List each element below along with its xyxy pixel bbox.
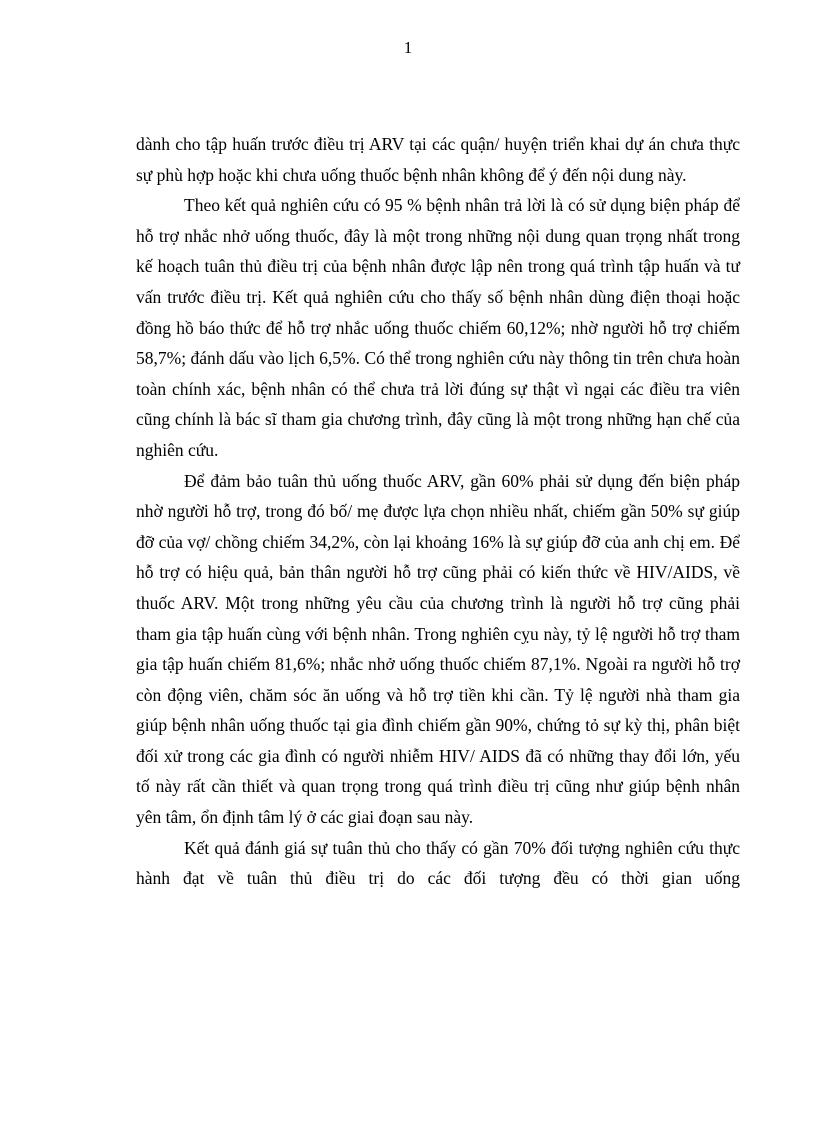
paragraph-adherence-results: Kết quả đánh giá sự tuân thủ cho thấy có gần 70% đối tượng nghiên cứu thực hành đạt về tuân thủ điều trị do các đối tượng đều có thời gian uống xyxy=(136,837,740,889)
paragraph-reminder-methods: Theo kết quả nghiên cứu có 95 % bệnh nhân trả lời là có sử dụng biện pháp để hỗ trợ nhắc nhở uống thuốc, đây là một trong những nội dung quan trọng nhất trong kế hoạch tuân thủ điều trị của bệnh nhân được lập nên trong quá trình tập huấn và tư vấn trước điều trị. Kết quả nghiên cứu cho thấy số bệnh nhân dùng điện thoại hoặc đồng hồ báo thức để hỗ trợ nhắc uống thuốc chiếm 60,12%; nhờ người hỗ trợ chiếm 58,7%; đánh dấu vào lịch 6,5%. Có thể trong nghiên cứu này thông tin trên chưa hoàn toàn chính xác, bệnh nhân có thể chưa trả lời đúng sự thật vì ngại các điều tra viên cũng chính là bác sĩ tham gia chương trình, đây cũng là một trong những hạn chế của nghiên cứu. xyxy=(136,195,740,460)
document-body xyxy=(136,129,740,894)
page-number: 1 xyxy=(403,38,413,57)
paragraph-continued-training: dành cho tập huấn trước điều trị ARV tại các quận/ huyện triển khai dự án chưa thực sự phù hợp hoặc khi chưa uống thuốc bệnh nhân không để ý đến nội dung này. xyxy=(136,134,740,185)
paragraph-supporter-role: Để đảm bảo tuân thủ uống thuốc ARV, gần 60% phải sử dụng đến biện pháp nhờ người hỗ trợ, trong đó bố/ mẹ được lựa chọn nhiều nhất, chiếm gần 50% sự giúp đỡ của vợ/ chồng chiếm 34,2%, còn lại khoảng 16% là sự giúp đỡ của anh chị em. Để hỗ trợ có hiệu quả, bản thân người hỗ trợ cũng phải có kiến thức về HIV/AIDS, về thuốc ARV. Một trong những yêu cầu của chương trình là người hỗ trợ cũng phải tham gia tập huấn cùng với bệnh nhân. Trong nghiên cỵu này, tỷ lệ người hỗ trợ tham gia tập huấn chiếm 81,6%; nhắc nhở uống thuốc chiếm 87,1%. Ngoài ra người hỗ trợ còn động viên, chăm sóc ăn uống và hỗ trợ tiền khi cần. Tỷ lệ người nhà tham gia giúp bệnh nhân uống thuốc tại gia đình chiếm gần 90%, chứng tỏ sự kỳ thị, phân biệt đối xử trong các gia đình có người nhiễm HIV/ AIDS đã có những thay đổi lớn, yếu tố này rất cần thiết và quan trọng trong quá trình điều trị cũng như giúp bệnh nhân yên tâm, ổn định tâm lý ở các giai đoạn sau này. xyxy=(136,470,740,828)
